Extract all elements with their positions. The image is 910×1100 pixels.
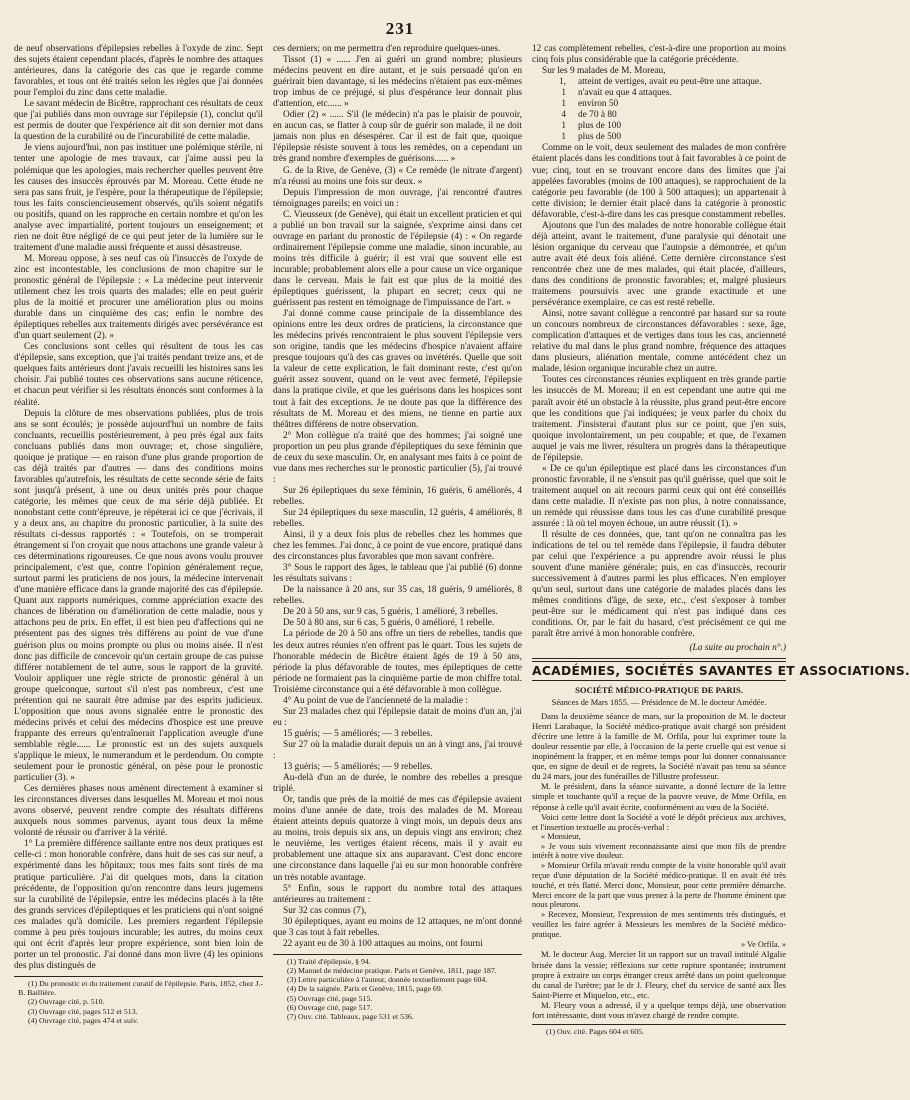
paragraph: Sur 32 cas connus (7), xyxy=(283,905,367,916)
column-3 xyxy=(532,44,910,1096)
row-text: atteint de vertiges, avait eu peut-être une attaque. xyxy=(578,77,762,88)
table-intro: Sur les 9 malades de M. Moreau, xyxy=(542,66,666,77)
row-count: 1 xyxy=(561,88,566,99)
footnote: (2) Ouvrage cité, p. 510. xyxy=(28,997,105,1007)
section-rule xyxy=(532,680,786,681)
page-number: 231 xyxy=(385,19,415,38)
paragraph: Voici cette lettre dont la Société a voté le dépôt précieux aux archives, et l'insertion textuelle au procès-verbal : xyxy=(532,811,786,832)
paragraph: C. Vieusseux (de Genève), qui était un excellent praticien et qui a publié un bon travail sur la saignée, s'exprime ainsi dans cet ouvrage en parlant du pronostic de l'épilepsie (4) : « On regarde ordinairement l'épilepsie comme une maladie, sinon incurable, au moins très difficile à guérir; il est vrai que souvent elle est incurable; probablement alors elle a pour cause un vice organique dans le cerveau. Mais le fait est que plus de la moitié des épileptiques guérissent, la plupart en secret; ceux qui ne guérissent pas restent en témoignage de l'impuissance de l'art. » xyxy=(273,209,522,309)
paragraph: G. de la Rive, de Genève, (3) « Ce remède (le nitrate d'argent) m'a réussi au moins une fois sur deux. » xyxy=(273,165,522,187)
row-text: plus de 100 xyxy=(578,121,622,132)
paragraph: Depuis la clôture de mes observations publiées, plus de trois ans se sont écoulés; je possède aujourd'hui un nombre de faits concluants, recueillis postérieurement, à peu près égal aux faits concluans publiés dans mon ouvrage; et, chose singulière, quoique je pratique — en raison d'une plus grande proportion de cas déjà traités par d'autres — dans des conditions moins favorables qu'autrefois, les résultats de cette seconde série de faits sont jusqu'à présent, à une ou deux unités près pour chaque catégorie, les mêmes que ceux de ma série déjà publiée. Et nonobstant cette contr'épreuve, je répéterai ici ce que j'écrivais, il y a deux ans, au chapitre du pronostic particulier, à la suite des résultats ci-dessus rapportés : « Toutefois, on se tromperait étrangement si l'on croyait que nous attachons une grande valeur à ces déterminations rigoureuses. Ce que nous avons voulu prouver principalement, c'est que, contre l'opinion généralement reçue, surtout parmi les praticiens de nos jours, la médecine intervenait d'une manière efficace dans la grande majorité des cas d'épilepsie. Quant aux rapports numériques, comme appréciation exacte des chances de libération ou d'amélioration de cette maladie, nous y attachons peu de prix. En effet, il est bien peu d'affections qui ne présentent pas des signes très différens au point de vue d'une guérison plus ou moins prompte ou plus ou moins aisée. Il n'est donc pas difficile de concevoir qu'un certain groupe de cas puisse différer notablement de tel autre, sous le rapport de la gravité. Vouloir appliquer une règle stricte de pronostic général à un groupe quelconque, surtout s'il n'est pas nombreux, c'est une prétention qui ne saurait être admise par des esprits judicieux. L'opposition que nous avons signalée entre le pronostic des médecins privés et celui des médecins d'hospice est une preuve frappante des erreurs qu'entraînerait l'application aveugle d'une semblable règle...... Le pronostic est un des sujets auxquels s'applique le mieux, le numerandum et le perdendum. On compte seulement pour le pronostic général, on pèse pour le pronostic particulier (3). » xyxy=(14,408,263,784)
paragraph: 3° Sous le rapport des âges, le tableau que j'ai publié (6) donne les résultats suivans : xyxy=(273,563,522,585)
text-columns xyxy=(14,44,910,1096)
row-count: 1 xyxy=(561,132,566,143)
letter-line: » Recevez, Monsieur, l'expression de mes sentiments très distingués, et veuillez les faire agréer à Messieurs les membres de la Société médico-pratique. xyxy=(532,910,786,939)
row-text: de 70 à 80 xyxy=(578,110,617,121)
footnote-separator xyxy=(14,976,263,977)
continued-note: (La suite au prochain n°.) xyxy=(689,642,786,653)
letter-signature: » Ve Orfila. » xyxy=(740,939,786,949)
paragraph: Or, tandis que près de la moitié de mes cas d'épilepsie avaient moins d'une année de date, trois des malades de M. Moreau étaient atteints depuis quatorze à vingt mois, un depuis deux ans au moins, trois depuis six ans, un depuis vingt ans environ; chez le neuvième, les vertiges étaient récens, mais il y avait eu probablement une attaque six ans auparavant. C'est donc encore une circonstance dans laquelle j'ai eu sur mon honorable confrère un très notable avantage. xyxy=(273,795,522,883)
paragraph: La période de 20 à 50 ans offre un tiers de rebelles, tandis que les deux autres réunies n'en offrent pas le quart. Tous les sujets de l'honorable médecin de Bicêtre étaient âgés de 19 à 50 ans, période la plus défavorable de toutes, mes épileptiques de cette période ne formaient pas la cinquième partie de mon chiffre total. Troisième circonstance qui a été défavorable à mon collègue. xyxy=(273,629,522,695)
row-text: plus de 500 xyxy=(578,132,622,143)
paragraph: J'ai donné comme cause principale de la dissemblance des opinions entre les deux ordres de praticiens, la circonstance que les médecins privés rencontraient le plus souvent l'épilepsie vers son origine, tandis que les médecins d'hospice n'avaient affaire presque toujours qu'à des cas graves ou invétérés. Quelle que soit la valeur de cette explication, le fait dominant reste, c'est qu'on guérit assez souvent, quand on le veut avec fermeté, l'épilepsie dans la pratique civile, et que les guérisons dans les hospices sont tout à fait des exceptions. Je ne doute pas que la différence des résultats de M. Moreau et des miens, ne tienne en partie aux théâtres différens de notre observation. xyxy=(273,309,522,430)
paragraph: Odier (2) « ...... S'il (le médecin) n'a pas le plaisir de pouvoir, en aucun cas, se flatter à coup sûr de guérir son malade, il ne doit jamais non plus en désespérer. Car il est de fait que, quoique l'épilepsie résiste souvent à tous les remèdes, on a cependant un très grand nombre d'exemples de guérisons...... » xyxy=(273,110,522,165)
paragraph: M. Fleury vous a adressé, il y a quelque temps déjà, une observation fort intéressante, dont vous m'avez chargé de rendre compte. xyxy=(532,999,786,1020)
footnote: (4) Ouvrage cité, pages 474 et suiv. xyxy=(28,1015,139,1025)
paragraph: 30 épileptiques, ayant eu moins de 12 attaques, ne m'ont donné que 3 cas tout à fait rebelles. xyxy=(273,916,522,938)
footnote: (6) Ouvrage cité, page 517. xyxy=(287,1002,373,1012)
row-text: environ 50 xyxy=(578,99,619,110)
footnote: (4) De la saignée. Paris et Genève, 1815, page 69. xyxy=(287,984,443,994)
attack-count-table xyxy=(532,77,786,143)
paragraph: M. le président, dans la séance suivante, a donné lecture de la lettre simple et touchante qu'il a reçue de la pauvre veuve, de Mme Orfila, en réponse à celle qu'il avait écrite, conformément au vœu de la Société. xyxy=(532,781,786,812)
paragraph: Dans la deuxième séance de mars, sur la proposition de M. le docteur Henri Larabaque, la Société médico-pratique avait chargé son président d'écrire une lettre à la famille de M. Orfila, pour lui exprimer toute la douleur ressentie par elle, à l'occasion de la perte cruelle qui est venue si inopinément la frapper, et en même temps pour lui donner connaissance que, en signe de deuil et de regrets, la Société n'avait pas tenu sa séance du 24 mars, jour des funérailles de l'illustre professeur. xyxy=(532,710,786,782)
paragraph: M. le docteur Aug. Mercier lit un rapport sur un travail intitulé Algalie brisée dans la vessie; réflexions sur cette rupture spontanée; instrument propre à extraire un corps étranger creux arrêté dans un point quelconque du canal de l'urètre; par le dr J. Fleury, chef du service de santé aux Îles Saint-Pierre et Miquelon, etc., etc. xyxy=(532,949,786,1000)
paragraph: Ces dernières phases nous amènent directement à examiner si les circonstances diverses dans lesquelles M. Moreau et moi nous avons observé, peuvent rendre compte des résultats différens auxquels nous sommes parvenus, ayant tous deux la même volonté de réussir ou d'arriver à la vérité. xyxy=(14,784,263,839)
letter-line: » Monsieur Orfila m'avait rendu compte de la visite honorable qu'il avait reçue d'une députation de la Société médico-pratique. Il en avait été très touché, et très flatté. Merci donc, Monsieur, pour cette première démarche. Merci encore de la part que vous prenez à la perte de l'homme éminent que nous pleurons. xyxy=(532,861,786,910)
section-heading: ACADÉMIES, SOCIÉTÉS SAVANTES ET ASSOCIATIONS. xyxy=(532,663,910,678)
paragraph: Ajoutons que l'un des malades de notre honorable collègue était déjà atteint, avant le traitement, d'une paralysie qui dénotait une lésion organique du cerveau que l'autopsie a démontrée, et qu'un autre avait été deux fois aliéné. Cette dernière circonstance s'est rencontrée chez une de mes malades, qui était placée, d'ailleurs, dans des conditions de pronostic favorables; et, malgré plusieurs traitemens poursuivis avec une grande exactitude et une persévérance exemplaire, ce cas est resté rebelle. xyxy=(532,220,786,309)
footnote: (2) Manuel de médecine pratique. Paris et Genève, 1811, page 187. xyxy=(287,966,497,976)
paragraph: Sur 26 épileptiques du sexe féminin, 16 guéris, 6 améliorés, 4 rebelles. xyxy=(273,485,522,507)
paragraph: De 20 à 50 ans, sur 9 cas, 5 guéris, 1 amélioré, 3 rebelles. xyxy=(283,607,498,618)
row-count: 1 xyxy=(561,99,566,110)
paragraph: Le savant médecin de Bicêtre, rapprochant ces résultats de ceux que j'ai publiés dans mon ouvrage sur l'épilepsie (1), conclut qu'il est permis de douter que l'expérience ait dit son dernier mot dans la question de la curabilité ou de l'incurabilité de cette maladie. xyxy=(14,99,263,143)
paragraph: De 50 à 80 ans, sur 6 cas, 5 guéris, 0 amélioré, 1 rebelle. xyxy=(283,618,495,629)
letter-line: » Je vous suis vivement reconnaissante ainsi que mon fils de prendre intérêt à notre vive douleur. xyxy=(532,841,786,861)
paragraph: ces derniers; on me permettra d'en reproduire quelques-unes. xyxy=(273,44,501,54)
row-count: 4 xyxy=(561,110,566,121)
paragraph: 15 guéris; — 5 améliorés; — 3 rebelles. xyxy=(283,728,433,739)
paragraph: de neuf observations d'épilepsies rebelles à l'oxyde de zinc. Sept des sujets étaient cependant placés, d'après le nombre des attaques antérieures, dans la catégorie des cas que je regarde comme favorables, et tous ont été traités selon les règles que j'ai données pour l'emploi du zinc dans cette maladie. xyxy=(14,44,263,99)
paragraph: Tissot (1) « ...... J'en ai guéri un grand nombre; plusieurs médecins peuvent en dire autant, et je suis persuadé qu'on en guérirait bien davantage, si les médecins n'étaient pas eux-mêmes trop imbus de ce préjugé, si plus d'espérance leur donnait plus d'attention, etc...... » xyxy=(273,55,522,110)
paragraph: 5° Enfin, sous le rapport du nombre total des attaques antérieures au traitement : xyxy=(273,883,522,905)
footnote: (1) Traité d'épilepsie, § 94. xyxy=(287,956,371,966)
paragraph: Sur 23 malades chez qui l'épilepsie datait de moins d'un an, j'ai eu : xyxy=(273,706,522,728)
table-row xyxy=(532,88,786,99)
paragraph: Ces conclusions sont celles qui résultent de tous les cas d'épilepsie, sans exception, que j'ai traités pendant treize ans, et de quelques faits antérieurs dont j'avais recueilli les histoires sans les choisir. J'ai publié toutes ces observations sans aucune réticence, et chacun peut vérifier si les résultats énoncés sont conformes à la réalité. xyxy=(14,342,263,408)
paragraph: 2° Mon collègue n'a traité que des hommes; j'ai soigné une proportion un peu plus grande d'épileptiques du sexe féminin que de ceux du sexe masculin. Or, en analysant mes faits à ce point de vue dans mes recherches sur le pronostic particulier (5), j'ai trouvé : xyxy=(273,430,522,485)
paragraph: Ainsi, notre savant collègue a rencontré par hasard sur sa route un concours nombreux de circonstances défavorables : sexe, âge, complication d'attaques et de vertiges dans tous les cas, ancienneté relative du mal dans le plus grand nombre, fréquence des attaques dans plusieurs, aliénation mentale, comme antécédent chez un malade, lésion organique incurable chez un autre. xyxy=(532,309,786,375)
table-row xyxy=(532,132,786,143)
society-name: SOCIÉTÉ MÉDICO-PRATIQUE DE PARIS. xyxy=(575,684,743,695)
paragraph: Ainsi, il y a deux fois plus de rebelles chez les hommes que chez les femmes. J'ai donc, à ce point de vue encore, pratiqué dans des circonstances plus favorables que mon savant confrère. xyxy=(273,530,522,563)
paragraph: Comme on le voit, deux seulement des malades de mon confrère étaient placés dans les conditions tout à fait favorables à ce point de vue; cinq, tout en se trouvant encore dans des limites que j'ai appelées favorables (moins de 100 attaques), se rapprochaient de la catégorie peu favorable (de 100 à 500 attaques); un appartenait à cette division; le dernier était placé dans la catégorie à pronostic défavorable, c'est-à-dire dans les cas presque constamment rebelles. xyxy=(532,143,786,220)
letter-line: « Monsieur, xyxy=(541,831,581,841)
paragraph: 4° Au point de vue de l'ancienneté de la maladie : xyxy=(283,695,468,706)
table-row xyxy=(532,110,786,121)
row-count: 1, xyxy=(558,77,566,88)
paragraph: Au-delà d'un an de durée, le nombre des rebelles a presque triplé. xyxy=(273,773,522,795)
column-1 xyxy=(14,44,263,1096)
column-2 xyxy=(273,44,522,1096)
paragraph: « De ce qu'un épileptique est placé dans les circonstances d'un pronostic favorable, il ne s'ensuit pas qu'il guérisse, quel que soit le traitement auquel on ait recours parmi ceux qui ont été conseillés dans cette maladie. Il n'existe pas non plus, à notre connaissance, un remède qui réussisse dans tous les cas d'une curabilité presque assurée : là où tel moyen échoue, un autre réussit (1). » xyxy=(532,463,786,530)
session-line: Séances de Mars 1855. — Présidence de M. le docteur Amédée. xyxy=(551,697,767,707)
row-text: n'avait eu que 4 attaques. xyxy=(578,88,672,99)
footnote-separator xyxy=(532,1024,786,1025)
paragraph: De la naissance à 20 ans, sur 35 cas, 18 guéris, 9 améliorés, 8 rebelles. xyxy=(273,585,522,607)
section-rule xyxy=(532,658,786,662)
footnote-separator xyxy=(273,954,522,955)
table-row xyxy=(532,77,786,88)
row-count: 1 xyxy=(561,121,566,132)
paragraph: Depuis l'impression de mon ouvrage, j'ai rencontré d'autres témoignages pareils; en voici un : xyxy=(273,187,522,209)
paragraph: Sur 24 épileptiques du sexe masculin, 12 guéris, 4 améliorés, 8 rebelles. xyxy=(273,507,522,530)
table-row xyxy=(532,121,786,132)
footnote: (3) Ouvrage cité, pages 512 et 513. xyxy=(28,1006,138,1016)
footnote: (1) Ouv. cité. Pages 604 et 605. xyxy=(546,1027,645,1037)
paragraph: M. Moreau oppose, à ses neuf cas où l'insuccès de l'oxyde de zinc est incontestable, les conclusions de mon chapitre sur le pronostic général de l'épilepsie : « La médecine peut intervenir utilement chez les trois quarts des malades; elle en peut guérir plus de la moitié et procurer une amélioration plus ou moins durable dans un cinquième des cas; enfin le nombre des épileptiques rebelles aux traitements dirigés avec persévérance est d'un quart seulement (2). » xyxy=(14,253,263,342)
paragraph: 12 cas complètement rebelles, c'est-à-dire une proportion au moins cinq fois plus considérable que la catégorie précédente. xyxy=(532,44,786,66)
footnote: (1) Du pronostic et du traitement curatif de l'épilepsie. Paris, 1852, chez J.-B. Baillière. xyxy=(18,978,263,998)
table-row xyxy=(532,99,786,110)
paragraph: Il résulte de ces données, que, tant qu'on ne connaîtra pas les indications de tel ou tel remède dans l'épilepsie, il faudra débuter par celui que l'expérience a pu apprendre avoir réussi le plus souvent d'une manière générale; puis, en cas d'insuccès, recourir successivement à d'autres parmi les plus efficaces. N'en employer qu'un seul, surtout dans une catégorie de malades placés dans les mêmes conditions d'âge, de sexe, etc., c'est s'exposer à tomber peut-être sur le médicament qui n'est pas indiqué dans ces conditions. Or, par le fait du hasard, c'est précisément ce qui me paraît être arrivé à mon honorable confrère. xyxy=(532,530,786,640)
paragraph: Toutes ces circonstances réunies expliquent en très grande partie les insuccès de M. Moreau; il en est cependant une autre qui me paraît avoir été un obstacle à la réussite, plus grand peut-être encore que les conditions que j'ai indiquées; je veux parler du choix du traitement. J'insisterai d'autant plus sur ce point, que j'en suis, quoique involontairement, un peu coupable; et que, de l'examen auquel je vais me livrer, résultera un progrès dans la thérapeutique de l'épilepsie. xyxy=(532,375,786,463)
society-report xyxy=(532,711,786,1020)
paragraph: 1° La première différence saillante entre nos deux pratiques est celle-ci : mon honorable confrère, dans huit de ses cas sur neuf, a expérimenté dans les hôpitaux; tous mes faits sont tirés de ma pratique particulière. J'ai dit quelques mots, dans la citation précédente, de l'opposition qu'on rencontre dans leurs jugemens sur la curabilité de l'épilepsie, entre les médecins placés à la tête des grands services d'épileptiques et les praticiens qui n'ont soigné ces malades qu'à domicile. Les premiers regardent l'épilepsie comme à peu près toujours incurable; les autres, du moins ceux qui ont écrit d'après leur propre expérience, sont bien loin de porter un tel pronostic. J'ai donné dans mon livre (4) les opinions des plus distingués de xyxy=(14,839,263,971)
paragraph: Sur 27 où la maladie durait depuis un an à vingt ans, j'ai trouvé : xyxy=(273,739,522,761)
footnote: (5) Ouvrage cité, page 515. xyxy=(287,993,373,1003)
footnote: (7) Ouv. cité. Tableaux, page 531 et 536. xyxy=(287,1012,414,1022)
paragraph: 22 ayant eu de 30 à 100 attaques au moins, ont fourni xyxy=(283,938,483,949)
paragraph: 13 guéris; — 5 améliorés; — 9 rebelles. xyxy=(283,762,433,773)
footnote: (3) Lettre particulière à l'auteur, donnée textuellement page 604. xyxy=(287,975,488,985)
paragraph: Je viens aujourd'hui, non pas instituer une polémique stérile, ni tenter une apologie de mes travaux, car j'aime aussi peu la polémique que les apologies, mais rechercher quelles peuvent être les causes des insuccès éprouvés par M. Moreau. Cette étude ne sera pas sans fruit, je l'espère, pour la thérapeutique de l'épilepsie; tous les faits consciencieusement observés, qu'ils soient négatifs ou positifs, quand on les rapproche en certain nombre et qu'on les analyse avec impartialité, portent toujours un enseignement; et rien ne doit être négligé de ce qui peut jeter de la lumière sur le traitement d'une maladie aussi fréquente et aussi désastreuse. xyxy=(14,143,263,253)
letter-quote xyxy=(532,832,786,950)
